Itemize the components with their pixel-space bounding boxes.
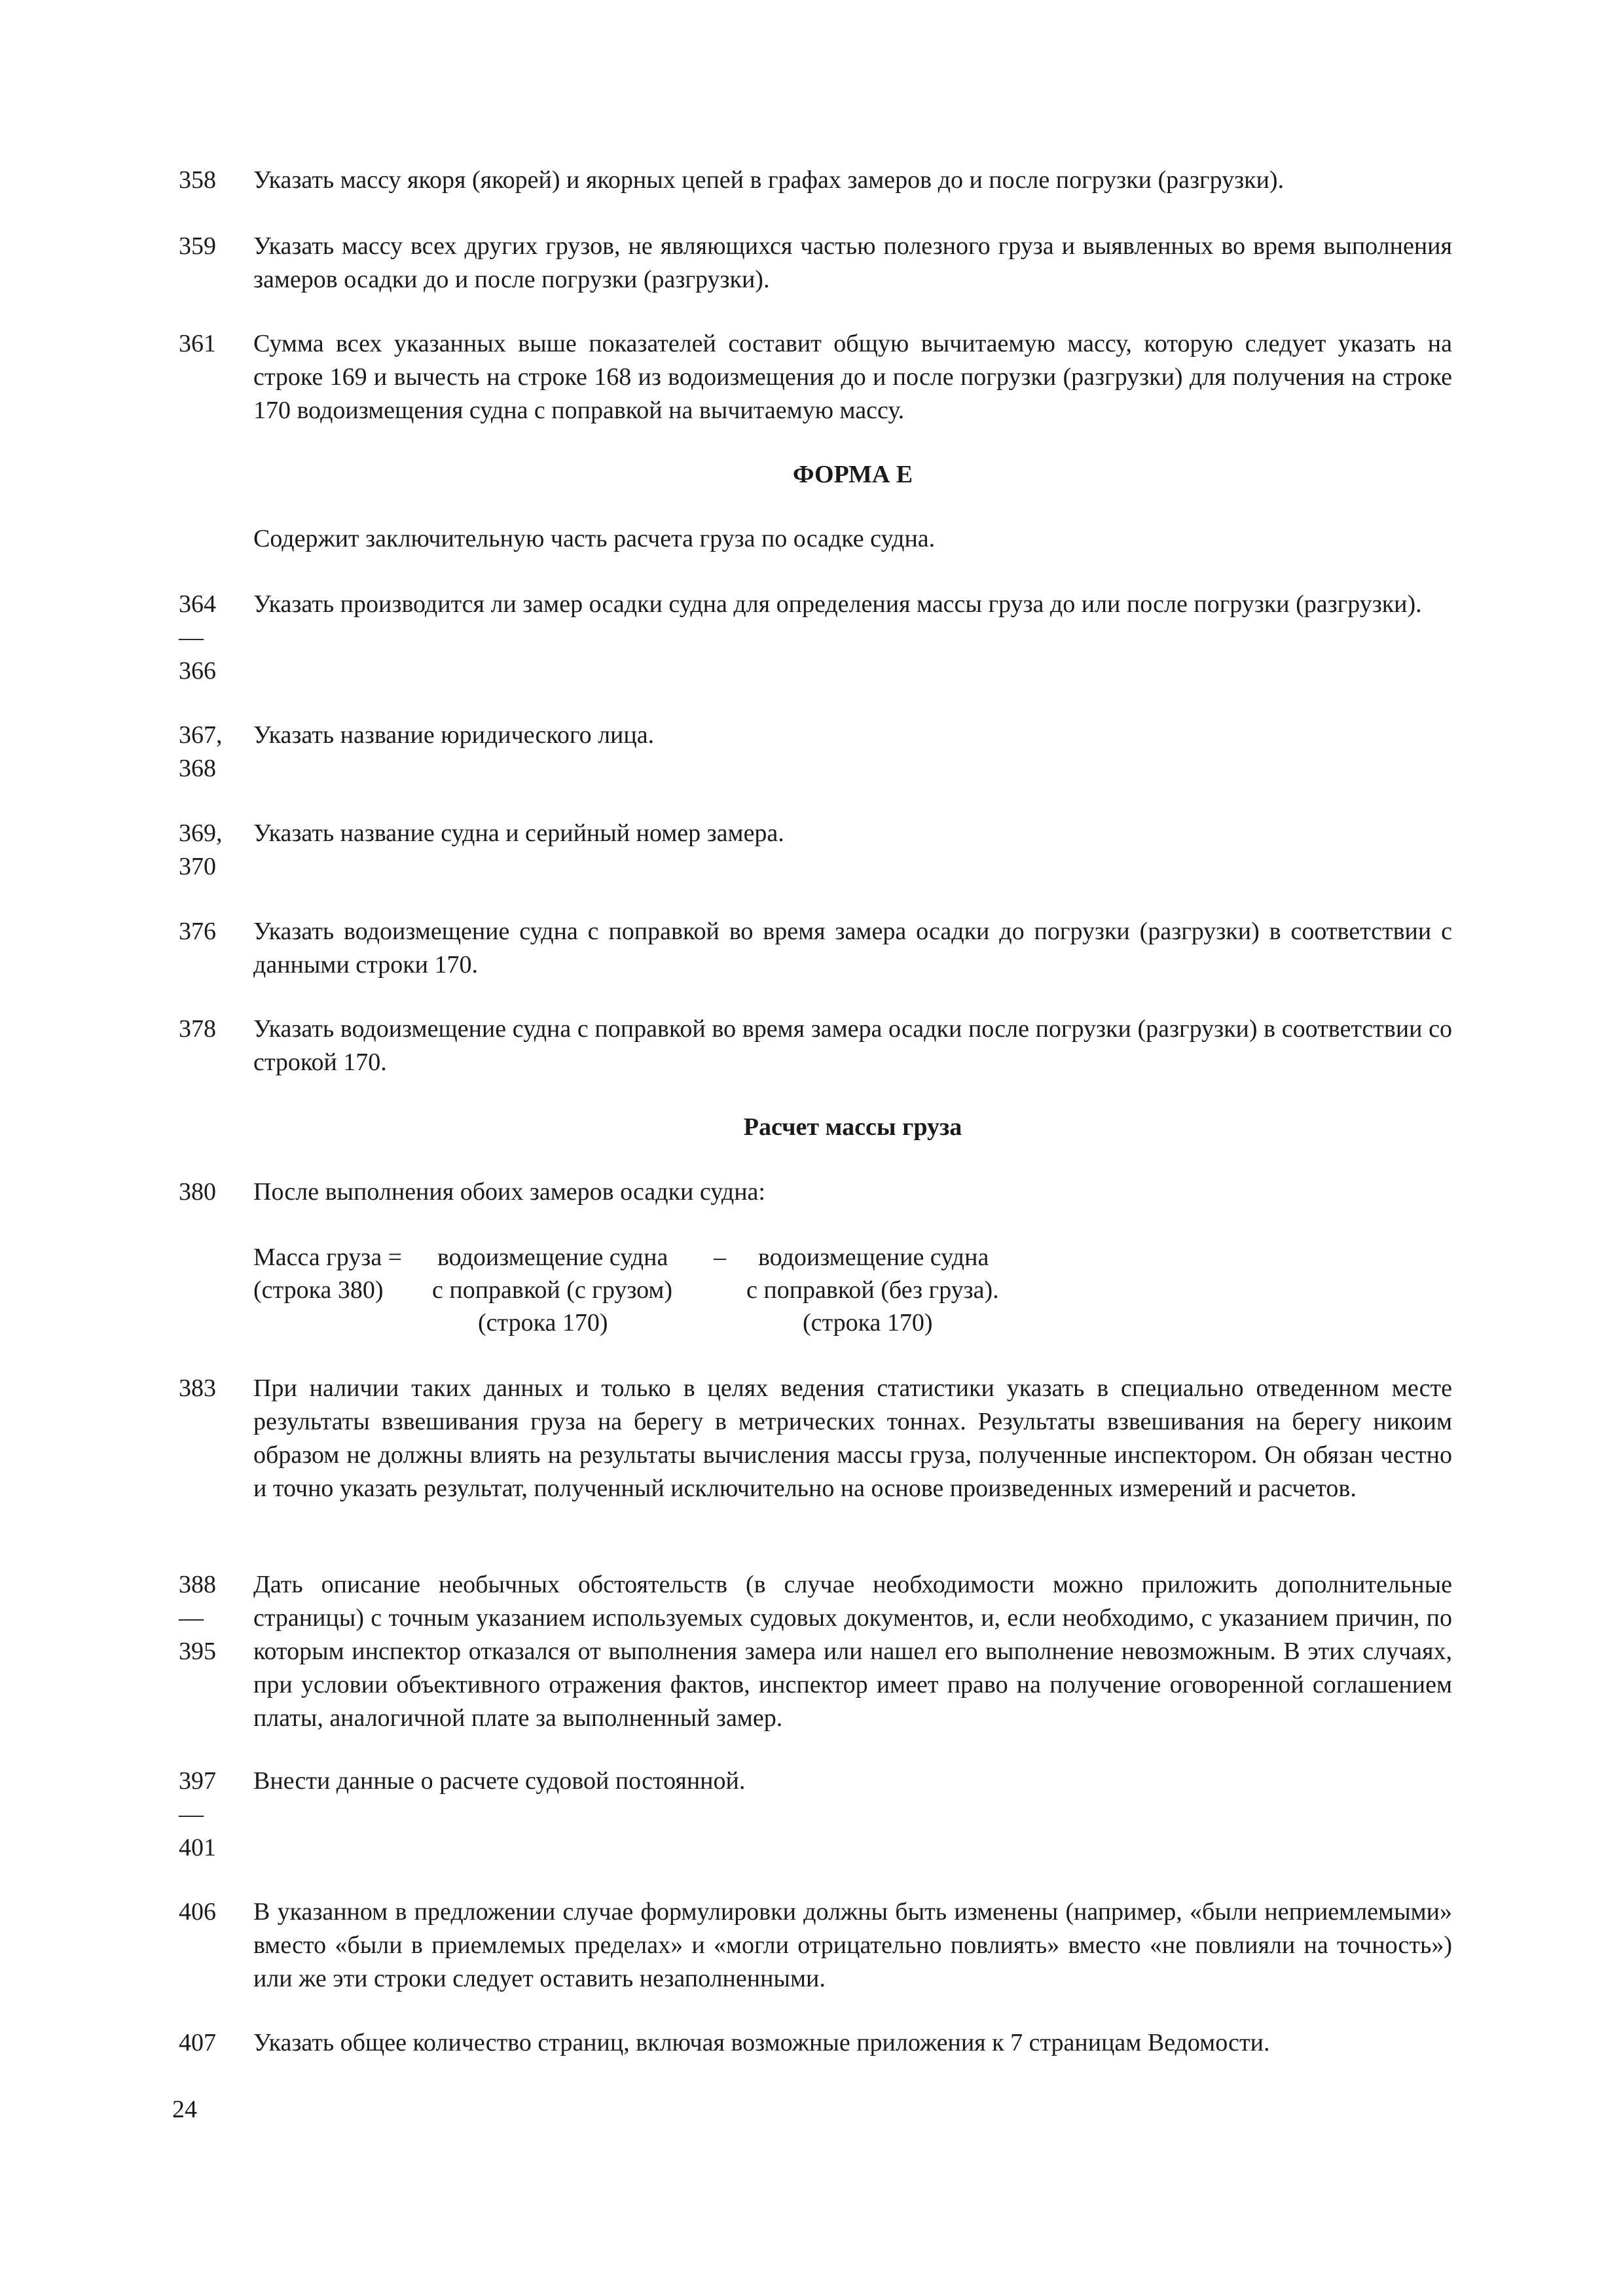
entry-text: Указать производится ли замер осадки судна для определения массы груза до или после погрузки (разгрузки). bbox=[253, 590, 1422, 618]
entry-number: 397 — 401 bbox=[179, 1767, 216, 1861]
entry-358 bbox=[179, 164, 1452, 197]
formula-term1: водоизмещение судна bbox=[437, 1244, 668, 1271]
entry-text: Указать водоизмещение судна с поправкой во время замера осадки до погрузки (разгрузки) в соответствии с данными строки 170. bbox=[253, 918, 1452, 978]
section-heading-cargo-calc: Расчет массы груза bbox=[743, 1113, 962, 1141]
entry-text: Указать водоизмещение судна с поправкой во время замера осадки после погрузки (разгрузки) в соответствии со строкой 170. bbox=[253, 1015, 1452, 1076]
entry-number: 364 — 366 bbox=[179, 590, 216, 685]
entry-383 bbox=[179, 1372, 1452, 1505]
entry-number: 380 bbox=[179, 1178, 216, 1206]
entry-407 bbox=[179, 2026, 1452, 2060]
formula-lhs: Масса груза = bbox=[253, 1244, 403, 1271]
entry-text: Внести данные о расчете судовой постоянной. bbox=[253, 1767, 746, 1795]
entry-388-395 bbox=[179, 1568, 1452, 1735]
entry-397-401 bbox=[179, 1765, 1452, 1861]
entry-text: Указать название юридического лица. bbox=[253, 721, 655, 749]
formula-term1-line-ref: (строка 170) bbox=[478, 1309, 608, 1336]
section-intro-form-e: Содержит заключительную часть расчета груза по осадке судна. bbox=[253, 525, 936, 552]
entry-number: 376 bbox=[179, 918, 216, 945]
entry-text: Указать массу всех других грузов, не являющихся частью полезного груза и выявленных во время выполнения замеров осадки до и после погрузки (разгрузки). bbox=[253, 232, 1452, 293]
entry-369-370 bbox=[179, 817, 1452, 880]
section-heading-form-e: ФОРМА Е bbox=[792, 461, 913, 488]
entry-text: Указать название судна и серийный номер замера. bbox=[253, 819, 784, 847]
entry-359 bbox=[179, 230, 1452, 296]
entry-text: Дать описание необычных обстоятельств (в случае необходимости можно приложить дополнительные страницы) с точным указанием используемых судовых документов, и, если необходимо, с указанием причин, по которым инспектор отказался от выполнения замера или нашел его выполнение невозможным. В этих случаях, при условии объективного отражения фактов, инспектор имеет право на получение оговоренной соглашением платы, аналогичной плате за выполненный замер. bbox=[253, 1571, 1452, 1732]
entry-361 bbox=[179, 327, 1452, 427]
formula-term1-qualifier: с поправкой (с грузом) bbox=[432, 1276, 673, 1304]
entry-380 bbox=[179, 1175, 1452, 1209]
entry-number: 359 bbox=[179, 232, 216, 260]
page-number: 24 bbox=[172, 2096, 197, 2123]
entry-text: Указать общее количество страниц, включая возможные приложения к 7 страницам Ведомости. bbox=[253, 2029, 1270, 2056]
entry-number: 361 bbox=[179, 330, 216, 357]
formula-term2-qualifier: с поправкой (без груза). bbox=[746, 1276, 999, 1304]
formula-lhs-line-ref: (строка 380) bbox=[253, 1276, 384, 1304]
entry-378 bbox=[179, 1013, 1452, 1079]
formula-minus-operator: – bbox=[714, 1244, 726, 1271]
entry-number: 406 bbox=[179, 1898, 216, 1926]
entry-364-366 bbox=[179, 588, 1452, 685]
entry-number: 378 bbox=[179, 1015, 216, 1043]
formula-term2: водоизмещение судна bbox=[758, 1244, 989, 1271]
entry-text: После выполнения обоих замеров осадки судна: bbox=[253, 1178, 765, 1206]
entry-text: Сумма всех указанных выше показателей составит общую вычитаемую массу, которую следует указать на строке 169 и вычесть на строке 168 из водоизмещения до и после погрузки (разгрузки) для получения на строке 170 водоизмещения судна с поправкой на вычитаемую массу. bbox=[253, 330, 1452, 424]
formula-term2-line-ref: (строка 170) bbox=[803, 1309, 933, 1336]
entry-number: 407 bbox=[179, 2029, 216, 2056]
entry-number: 358 bbox=[179, 166, 216, 194]
entry-text: Указать массу якоря (якорей) и якорных цепей в графах замеров до и после погрузки (разгрузки). bbox=[253, 166, 1285, 194]
entry-text: В указанном в предложении случае формулировки должны быть изменены (например, «были неприемлемыми» вместо «были в приемлемых пределах» и «могли отрицательно повлиять» вместо «не повлияли на точность») или же эти строки следует оставить незаполненными. bbox=[253, 1898, 1452, 1992]
entry-number: 369, 370 bbox=[179, 819, 223, 880]
entry-text: При наличии таких данных и только в целях ведения статистики указать в специально отведенном месте результаты взвешивания груза на берегу в метрических тоннах. Результаты взвешивания на берегу никоим образом не должны влиять на результаты вычисления массы груза, полученные инспектором. Он обязан честно и точно указать результат, полученный исключительно на основе произведенных измерений и расчетов. bbox=[253, 1374, 1452, 1502]
entry-406 bbox=[179, 1895, 1452, 1996]
entry-367-368 bbox=[179, 719, 1452, 782]
entry-376 bbox=[179, 915, 1452, 982]
entry-number: 367, 368 bbox=[179, 721, 223, 782]
entry-number: 388 — 395 bbox=[179, 1571, 216, 1665]
entry-number: 383 bbox=[179, 1374, 216, 1402]
